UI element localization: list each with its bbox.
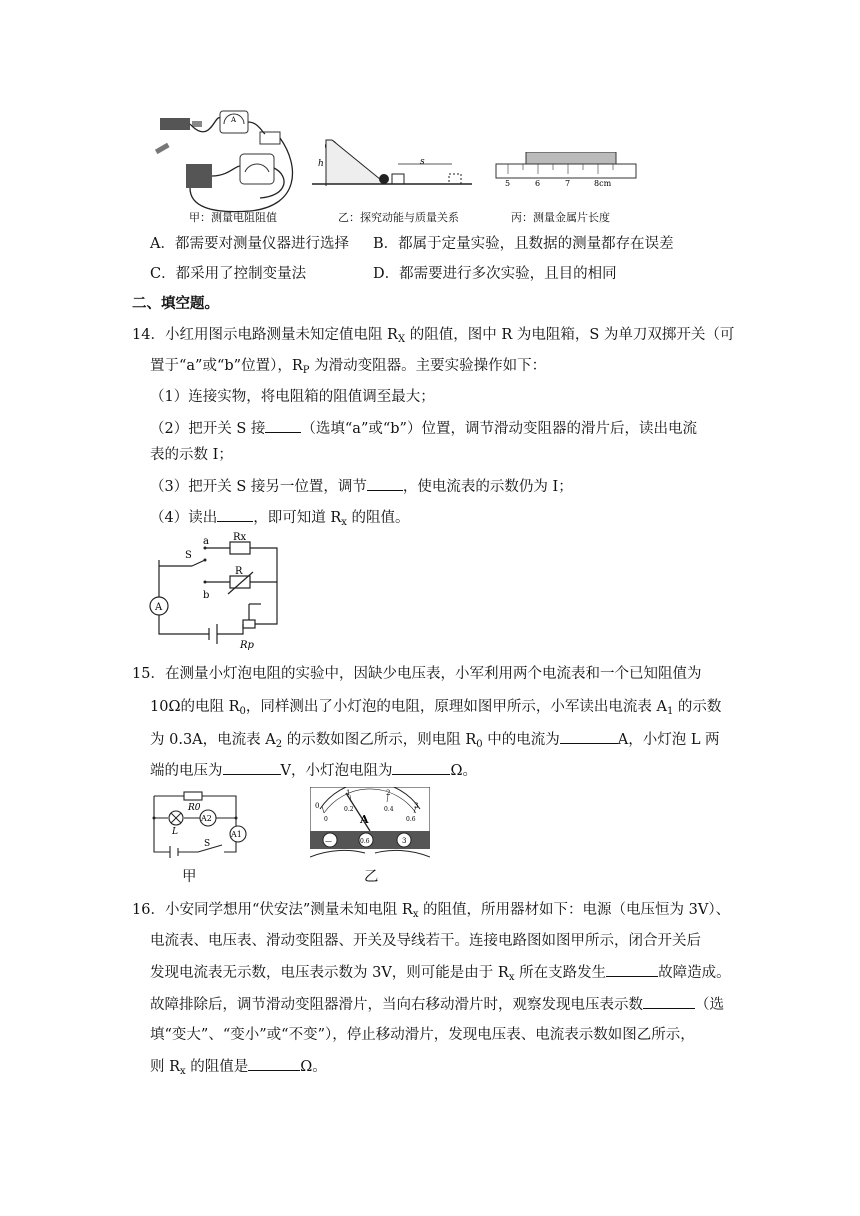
ruler-tick-6: 6: [535, 179, 541, 188]
q16-line4: [150, 994, 724, 1015]
section-title: 二、填空题。: [132, 295, 219, 312]
q15-text: V，小灯泡电阻为: [280, 763, 393, 779]
q14-sub: P: [302, 365, 310, 376]
q16-text: 所在支路发生: [514, 965, 607, 981]
label-h: h: [318, 159, 324, 169]
meter-unit: A: [360, 813, 369, 826]
q15-line1: [132, 664, 701, 684]
q15-line2: [150, 697, 721, 722]
q15-sub: 0: [239, 706, 246, 717]
r0-label: R0: [188, 803, 201, 813]
q15-fig-jia-label: 甲: [182, 869, 197, 885]
q16-sub: x: [508, 972, 515, 983]
q16-text: 故障排除后，调节滑动变阻器滑片，当向右移动滑片时，观察发现电压表示数: [150, 997, 643, 1013]
ruler-tick-8cm: 8cm: [594, 179, 612, 188]
q15-line4: [150, 760, 477, 781]
q14-line1: [132, 325, 734, 350]
ruler-tick-7: 7: [565, 179, 571, 188]
scale-bottom-0: 0: [324, 816, 328, 823]
terminal-3: 3: [402, 837, 407, 845]
q14-step2: [150, 418, 697, 439]
q15-blank-1[interactable]: [560, 729, 618, 744]
terminal-b: b: [203, 590, 210, 601]
q16-text: （选: [695, 997, 724, 1013]
q15-text: 的示数如图乙所示，则电阻 R: [282, 732, 477, 748]
figure-yi-incline: [312, 134, 472, 192]
scale-bottom-06: 0.6: [406, 816, 416, 823]
figure-jia-circuit: [150, 106, 300, 216]
scale-top-3: 3: [414, 802, 419, 810]
q16-text: 小安同学想用“伏安法”测量未知电阻 R: [164, 902, 413, 918]
q14-step3: [150, 476, 573, 497]
q15-ammeter-figure: [310, 787, 430, 863]
rp-label: Rp: [240, 640, 254, 651]
q15-sub: 0: [476, 739, 483, 750]
q16-line1: [132, 900, 730, 925]
q14-text: （2）把开关 S 接: [150, 421, 266, 437]
ruler-tick-5: 5: [505, 179, 511, 188]
option-b: B．都属于定量实验，且数据的测量都存在误差: [373, 236, 674, 252]
scale-top-2: 2: [386, 789, 391, 797]
figure-bing-caption: 丙：测量金属片长度: [511, 211, 610, 224]
q14-text: 为滑动变阻器。主要实验操作如下：: [309, 358, 547, 374]
q14-text: （3）把开关 S 接另一位置，调节: [150, 479, 367, 495]
q16-line6: [150, 1056, 327, 1082]
q15-line3: [150, 729, 720, 755]
q15-text: A，小灯泡 L 两: [617, 732, 720, 748]
switch-label: S: [185, 550, 192, 561]
q14-circuit-diagram: [145, 532, 285, 652]
option-c: C．都采用了控制变量法: [150, 266, 307, 282]
q14-number: 14．: [132, 327, 165, 343]
option-a: A．都需要对测量仪器进行选择: [150, 236, 349, 252]
q15-text: 的示数: [673, 699, 722, 715]
scale-bottom-04: 0.4: [384, 806, 394, 813]
q14-sub: X: [397, 334, 406, 345]
a2-label: A2: [201, 814, 212, 823]
q14-text: （4）读出: [150, 510, 218, 526]
figure-jia-caption: 甲：测量电阻阻值: [189, 211, 277, 224]
figure-bing-ruler: [494, 152, 638, 192]
terminal-neg: —: [325, 837, 332, 845]
label-s: s: [420, 157, 425, 167]
q14-blank-3[interactable]: [217, 507, 253, 522]
q14-step2-cont: 表的示数 I；: [150, 447, 233, 463]
rx-label: Rx: [233, 532, 247, 543]
ammeter-label: A: [155, 602, 163, 613]
scale-top-1: 1: [346, 789, 351, 797]
q16-number: 16．: [132, 902, 165, 918]
q14-step4: [150, 507, 410, 533]
q16-line2: 电流表、电压表、滑动变阻器、开关及导线若干。连接电路图如图甲所示，闭合开关后: [150, 933, 701, 949]
q16-blank-1[interactable]: [606, 962, 658, 977]
q16-text: 发现电流表无示数，电压表示数为 3V，则可能是由于 R: [150, 965, 509, 981]
q14-text: ，使电流表的示数仍为 I；: [402, 479, 573, 495]
q15-text: 端的电压为: [150, 763, 223, 779]
q14-line2: [150, 356, 546, 381]
r-label: R: [235, 566, 243, 577]
q16-text: 的阻值，所用器材如下：电源（电压恒为 3V）、: [418, 902, 731, 918]
terminal-06: 0.6: [360, 838, 370, 845]
terminal-a: a: [203, 536, 209, 547]
q16-blank-2[interactable]: [643, 994, 695, 1009]
q14-text: 小红用图示电路测量未知定值电阻 R: [164, 327, 398, 343]
figure-yi-caption: 乙：探究动能与质量关系: [338, 211, 459, 224]
q14-text: 的阻值，图中 R 为电阻箱，S 为单刀双掷开关（可: [405, 327, 735, 343]
q14-blank-2[interactable]: [367, 476, 403, 491]
q14-text: 的阻值。: [346, 510, 410, 526]
q14-sub: x: [341, 517, 347, 528]
q16-text: Ω。: [300, 1059, 327, 1075]
q15-blank-2[interactable]: [223, 760, 281, 775]
q15-text: 10Ω的电阻 R: [150, 699, 240, 715]
q16-line5: 填“变大”、“变小”或“不变”），停止移动滑片，发现电压表、电流表示数如图乙所示，: [150, 1027, 695, 1043]
q15-text: ，同样测出了小灯泡的电阻，原理如图甲所示，小军读出电流表 A: [245, 699, 667, 715]
q16-blank-3[interactable]: [248, 1056, 300, 1071]
switch-s-label: S: [204, 839, 211, 849]
scale-bottom-02: 0.2: [344, 806, 354, 813]
q14-text: （选填“a”或“b”）位置，调节滑动变阻器的滑片后，读出电流: [301, 421, 697, 437]
scale-top-0: 0: [315, 802, 320, 810]
q16-text: 则 R: [150, 1059, 181, 1075]
a1-label: A1: [231, 830, 242, 839]
q14-text: 置于“a”或“b”位置），R: [150, 358, 303, 374]
q15-blank-3[interactable]: [392, 760, 450, 775]
q15-number: 15．: [132, 666, 165, 682]
q15-text: 中的电流为: [482, 732, 560, 748]
q16-text: 故障造成。: [658, 965, 731, 981]
q14-step1: （1）连接实物，将电阻箱的阻值调至最大；: [150, 389, 435, 405]
svg-text:A: A: [231, 116, 237, 124]
q14-blank-1[interactable]: [265, 418, 301, 433]
q14-text: ，即可知道 R: [253, 510, 342, 526]
lamp-label: L: [172, 827, 178, 837]
q15-text: Ω。: [450, 763, 478, 779]
q16-sub: x: [412, 909, 419, 920]
q16-sub: x: [180, 1066, 186, 1077]
option-d: D．都需要进行多次实验，且目的相同: [373, 266, 617, 282]
q16-text: 的阻值是: [185, 1059, 249, 1075]
q15-circuit-diagram: [148, 790, 258, 860]
q15-text: 为 0.3A，电流表 A: [150, 732, 276, 748]
q15-sub: 2: [275, 739, 283, 750]
q15-text: 在测量小灯泡电阻的实验中，因缺少电压表，小军利用两个电流表和一个已知阻值为: [164, 666, 702, 682]
q15-fig-yi-label: 乙: [364, 869, 379, 885]
q16-line3: [150, 962, 731, 988]
q15-sub: 1: [666, 706, 674, 717]
